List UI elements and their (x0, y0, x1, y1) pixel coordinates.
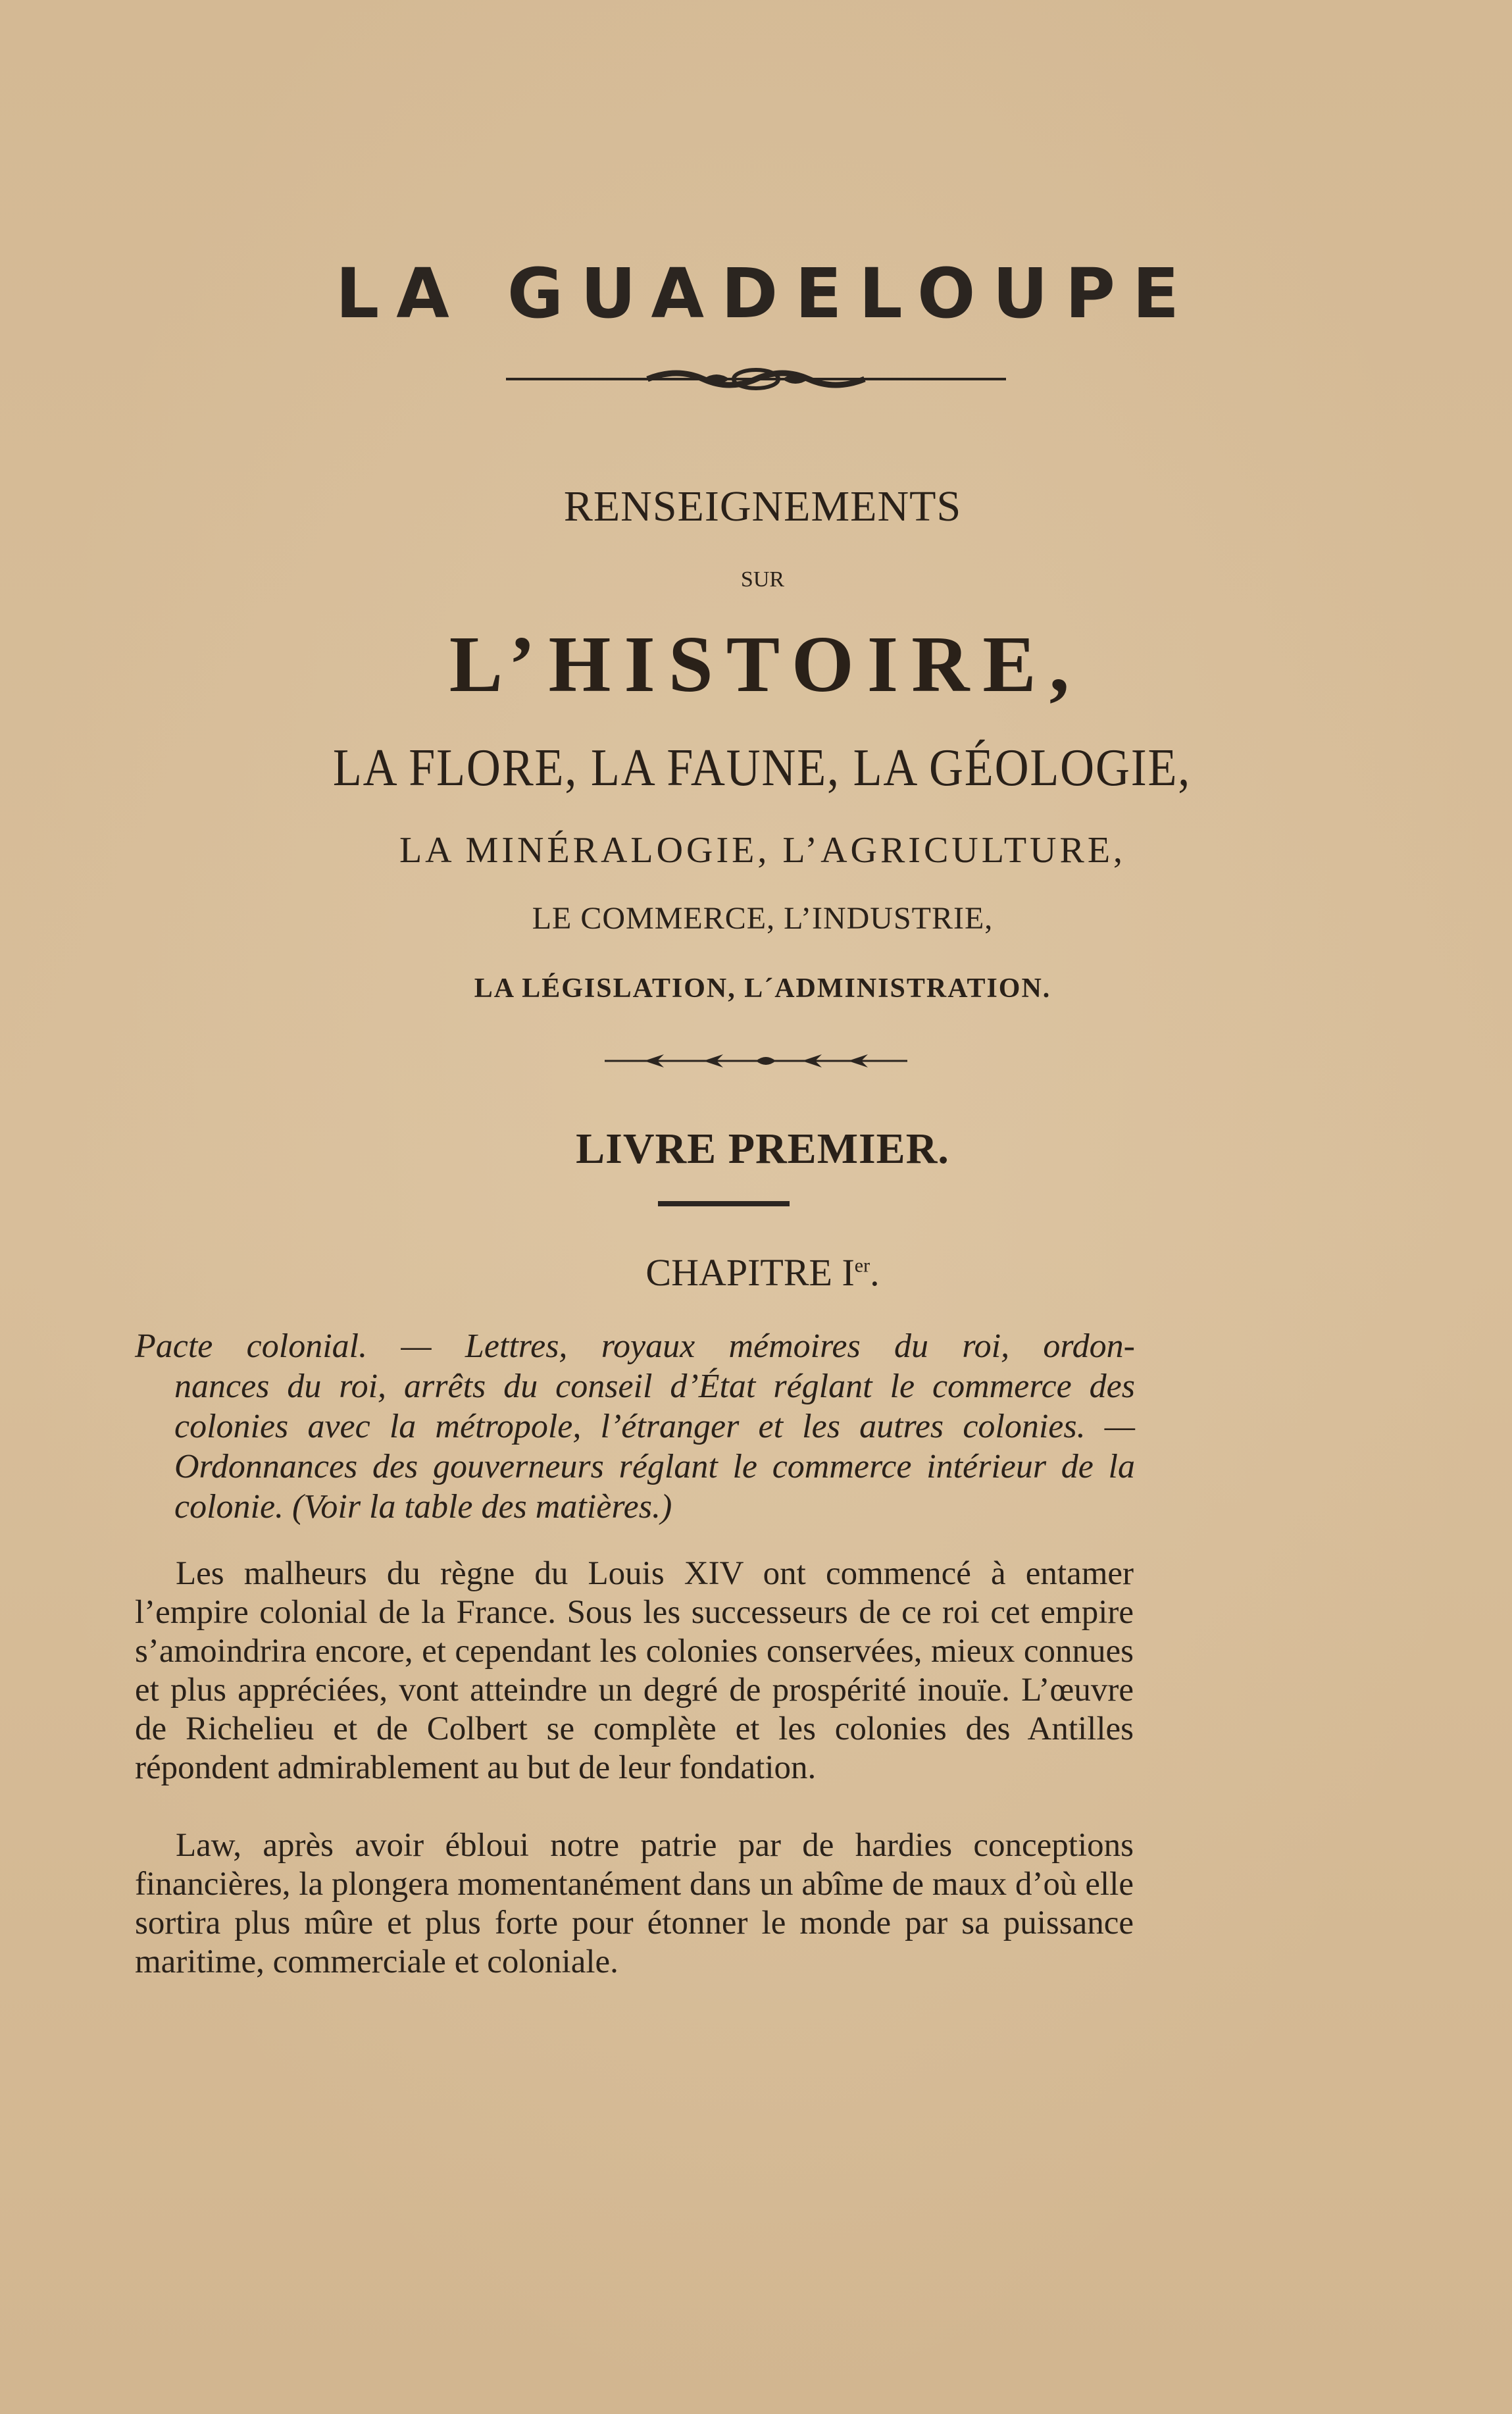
sur-word: SUR (740, 567, 785, 592)
histoire-heading: L’HISTOIRE, (449, 620, 1083, 709)
subjects-line-4: LA LÉGISLATION, L´ADMINISTRATION. (474, 973, 1051, 1004)
chapitre-heading (0, 1250, 1512, 1295)
paragraph-1: Les malheurs du règne du Louis XIV ont commencé à entamer l’empire colonial de la France. Sous les successeurs de ce roi cet empire s’amoindrira encore, et cependant les colonies conservées, mieux connues et plus appréciées, vont atteindre un degré de prospérité inouïe. L’œuvre de Richelieu et de Colbert se complète et les colonies des Antilles répondent admirablement au but de leur fondation. (135, 1555, 1134, 1786)
heading-rule (658, 1201, 790, 1206)
subjects-line-1: LA FLORE, LA FAUNE, LA GÉOLOGIE, (332, 739, 1192, 797)
main-title: LA GUADELOUPE (335, 253, 1197, 334)
subjects-line-2: LA MINÉRALOGIE, L’AGRICULTURE, (399, 830, 1126, 871)
renseignements-heading: RENSEIGNEMENTS (563, 482, 962, 530)
chapitre-label: CHAPITRE I (645, 1251, 855, 1294)
ornament-divider-middle (0, 1051, 1512, 1071)
chapitre-sup: er (854, 1254, 870, 1277)
summary-first-line: Pacte colonial. — Lettres, royaux mémoires du roi, ordon- (135, 1327, 1135, 1365)
summary-rest: nances du roi, arrêts du conseil d’État réglant le commerce des colonies avec la métropole, l’étranger et les autres colonies. — Ordonnances des gouverneurs réglant le commerce intérieur de la colonie. (Voir la table des matières.) (174, 1368, 1135, 1526)
chapitre-suffix: . (870, 1251, 880, 1294)
chapter-summary (135, 1326, 1135, 1527)
ornament-divider-top (0, 363, 1512, 396)
livre-heading: LIVRE PREMIER. (576, 1125, 949, 1173)
paragraph-2: Law, après avoir ébloui notre patrie par de hardies conceptions financières, la plongera momentanément dans un abîme de maux d’où elle sortira plus mûre et plus forte pour étonner le monde par sa puissance maritime, commerciale et coloniale. (135, 1827, 1134, 1980)
subjects-line-3: LE COMMERCE, L’INDUSTRIE, (532, 901, 994, 936)
